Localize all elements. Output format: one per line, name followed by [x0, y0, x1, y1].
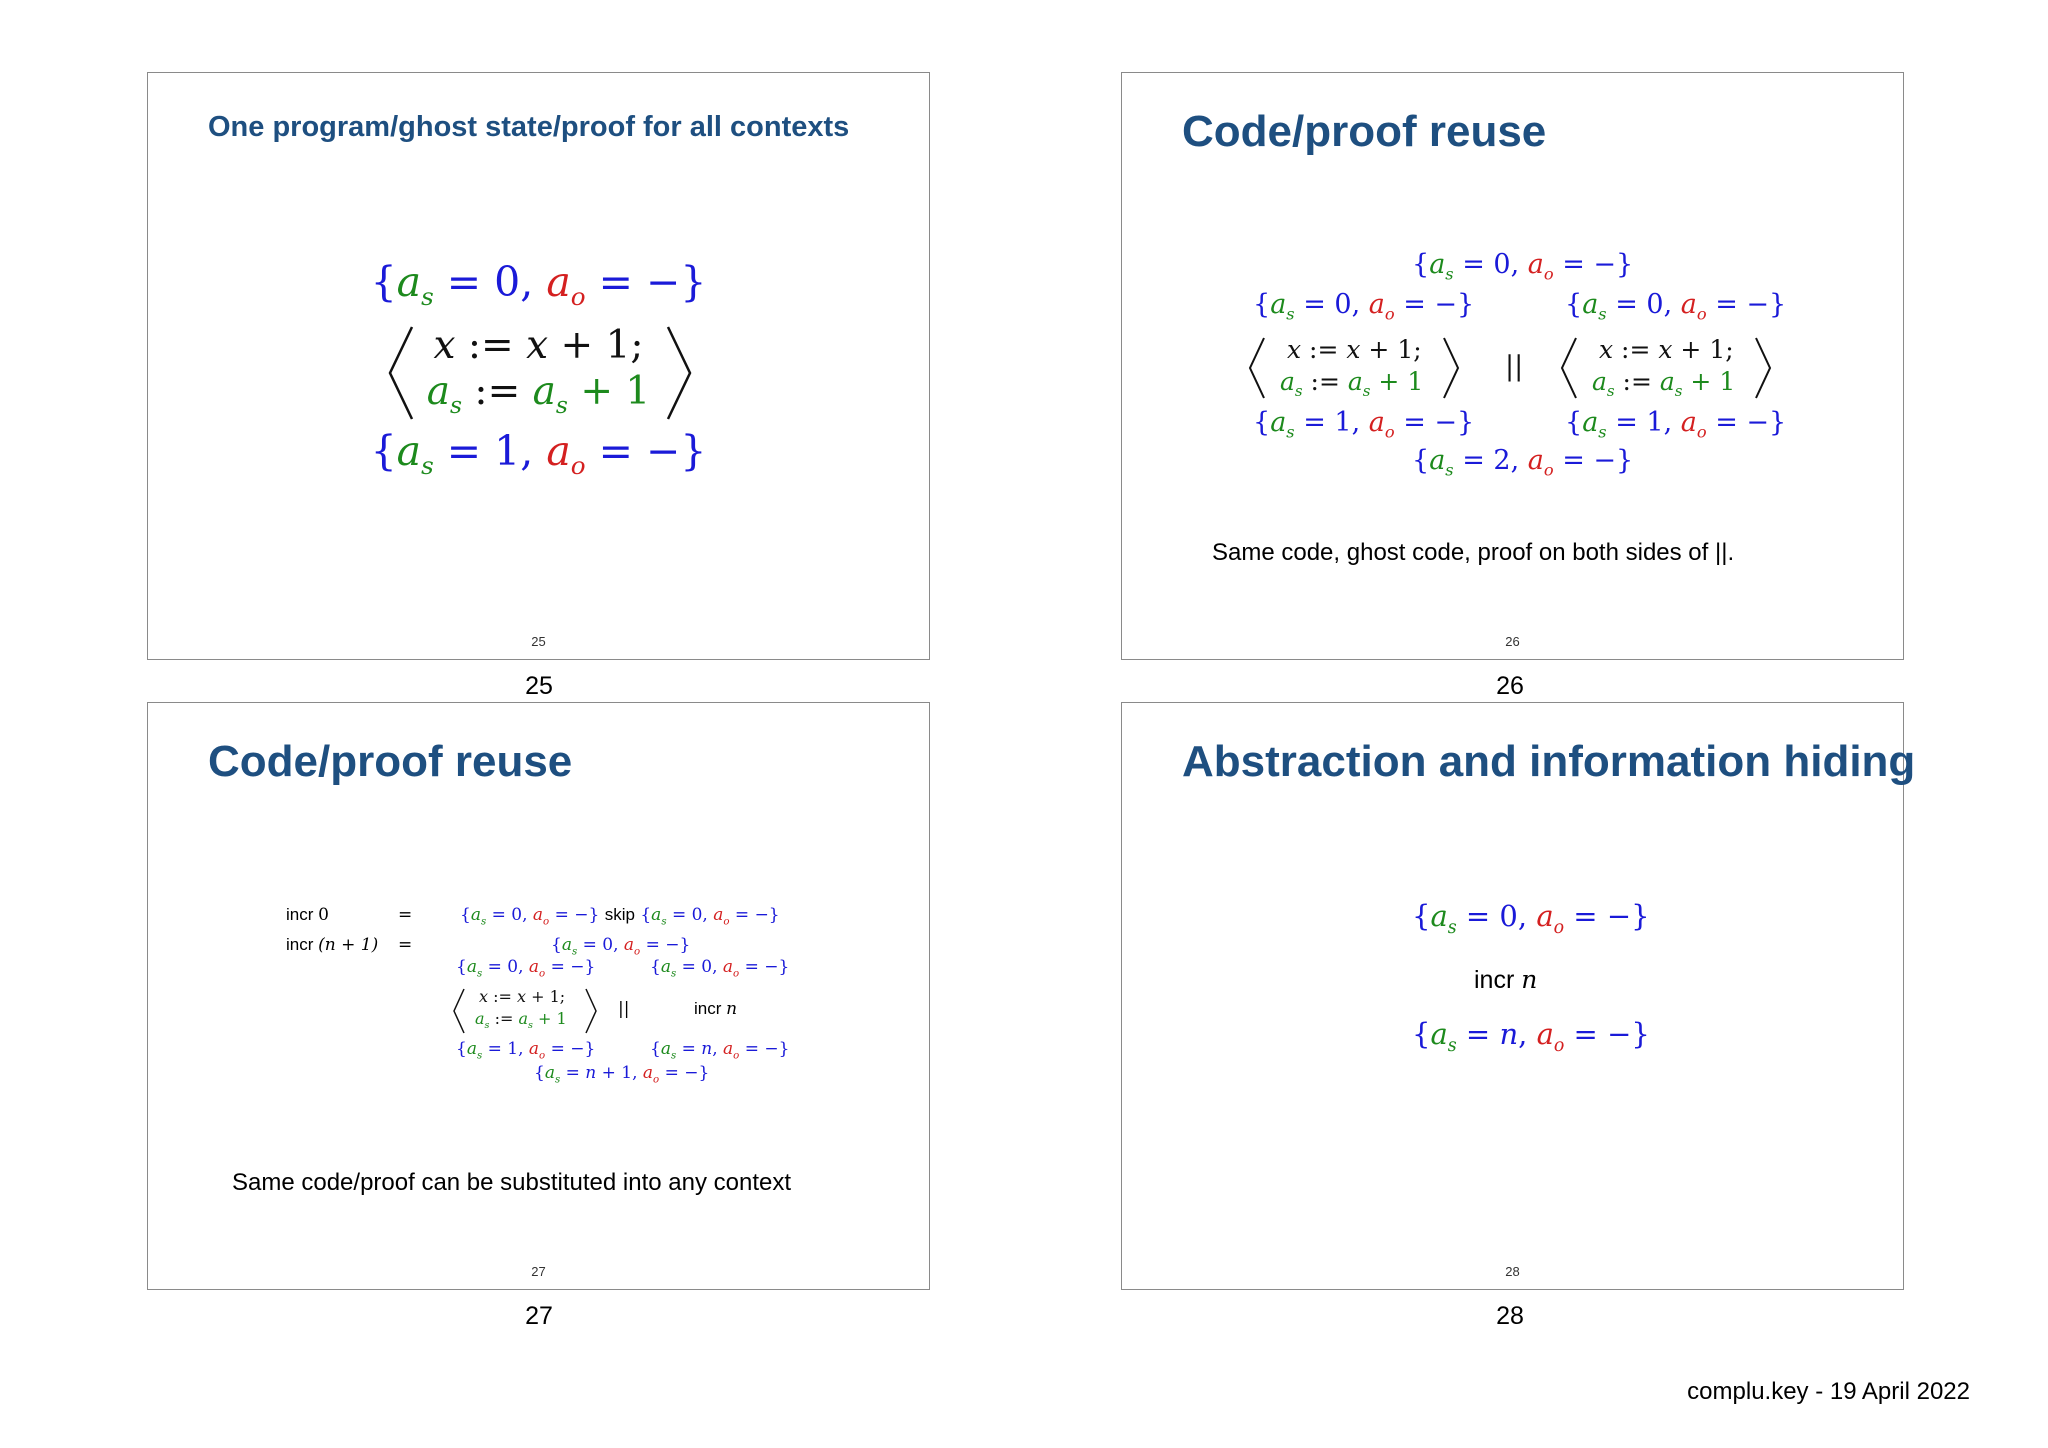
slide-label-26: 26	[1496, 672, 1524, 700]
slide-title: Code/proof reuse	[1182, 107, 1547, 156]
code-line-2: $a_s$ := $a_s + 1$	[426, 369, 651, 419]
incr-n1-left-post: {$a_s = 1$, $a_o$ = −}	[456, 1039, 596, 1062]
slide-label-28: 28	[1496, 1302, 1524, 1330]
slide-caption: Same code/proof can be substituted into any context	[232, 1169, 792, 1196]
def-incr-0: incr 0	[286, 905, 329, 925]
incr-n1-right-post: {$a_s = n$, $a_o$ = −}	[650, 1039, 790, 1062]
slide-27[interactable]	[147, 702, 930, 1290]
incr-n1-pre: {$a_s = 0$, $a_o$ = −}	[551, 935, 691, 958]
slide-label-25: 25	[525, 672, 553, 700]
right-angle-bracket	[664, 323, 694, 423]
left-angle-bracket	[1247, 335, 1267, 401]
def-incr-n-plus-1: incr (n + 1)	[286, 935, 379, 955]
outer-precondition: {$a_s = 0$, $a_o$ = −}	[1412, 249, 1634, 284]
incr-0-body: {$a_s = 0$, $a_o$ = −} skip {$a_s = 0$, $a_o$ = −}	[460, 905, 780, 928]
outer-postcondition: {$a_s = 2$, $a_o$ = −}	[1412, 445, 1634, 480]
precondition: {$a_s = 0$, $a_o$ = −}	[1412, 899, 1650, 938]
slide-page-number: 25	[531, 634, 546, 649]
slide-title: Code/proof reuse	[208, 737, 573, 786]
incr-code-line-2: $a_s$ := $a_s + 1$	[475, 1009, 567, 1032]
document-footer: complu.key - 19 April 2022	[1687, 1378, 1970, 1405]
left-code-line-1: x := x + 1;	[1287, 335, 1422, 364]
incr-n1-right-pre: {$a_s = 0$, $a_o$ = −}	[650, 957, 790, 980]
code-line-1: x := x + 1;	[433, 323, 644, 368]
right-angle-bracket	[1441, 335, 1461, 401]
right-angle-bracket	[584, 987, 598, 1035]
slide-title: Abstraction and information hiding	[1182, 737, 1916, 786]
slide-26[interactable]	[1121, 72, 1904, 660]
parallel-operator: ||	[1505, 351, 1524, 382]
incr-n1-post: {$a_s = n + 1$, $a_o$ = −}	[534, 1063, 710, 1086]
left-postcondition: {$a_s = 1$, $a_o$ = −}	[1253, 407, 1475, 442]
def-eq-1: =	[398, 905, 413, 925]
left-angle-bracket	[1559, 335, 1579, 401]
postcondition: {$a_s = n$, $a_o$ = −}	[1412, 1017, 1650, 1056]
slide-25[interactable]	[147, 72, 930, 660]
precondition: {$a_s = 0$, $a_o$ = −}	[370, 258, 707, 312]
incr-n-command: incr n	[1474, 965, 1538, 994]
slide-page-number: 28	[1505, 1264, 1520, 1279]
slide-caption: Same code, ghost code, proof on both sides of ||.	[1212, 539, 1735, 566]
slide-page-number: 26	[1505, 634, 1520, 649]
right-angle-bracket	[1753, 335, 1773, 401]
right-code-line-2: $a_s$ := $a_s + 1$	[1592, 367, 1736, 400]
incr-n-call: incr n	[694, 999, 738, 1019]
right-postcondition: {$a_s = 1$, $a_o$ = −}	[1565, 407, 1787, 442]
left-precondition: {$a_s = 0$, $a_o$ = −}	[1253, 289, 1475, 324]
def-eq-2: =	[398, 935, 413, 955]
left-angle-bracket	[452, 987, 466, 1035]
parallel-operator: ||	[618, 999, 630, 1019]
postcondition: {$a_s = 1$, $a_o$ = −}	[370, 427, 707, 481]
right-precondition: {$a_s = 0$, $a_o$ = −}	[1565, 289, 1787, 324]
slide-page-number: 27	[531, 1264, 546, 1279]
slide-title: One program/ghost state/proof for all contexts	[208, 111, 850, 143]
incr-n1-left-pre: {$a_s = 0$, $a_o$ = −}	[456, 957, 596, 980]
right-code-line-1: x := x + 1;	[1599, 335, 1734, 364]
slide-label-27: 27	[525, 1302, 553, 1330]
slide-28[interactable]	[1121, 702, 1916, 1290]
left-code-line-2: $a_s$ := $a_s + 1$	[1280, 367, 1424, 400]
incr-code-line-1: x := x + 1;	[479, 987, 566, 1006]
